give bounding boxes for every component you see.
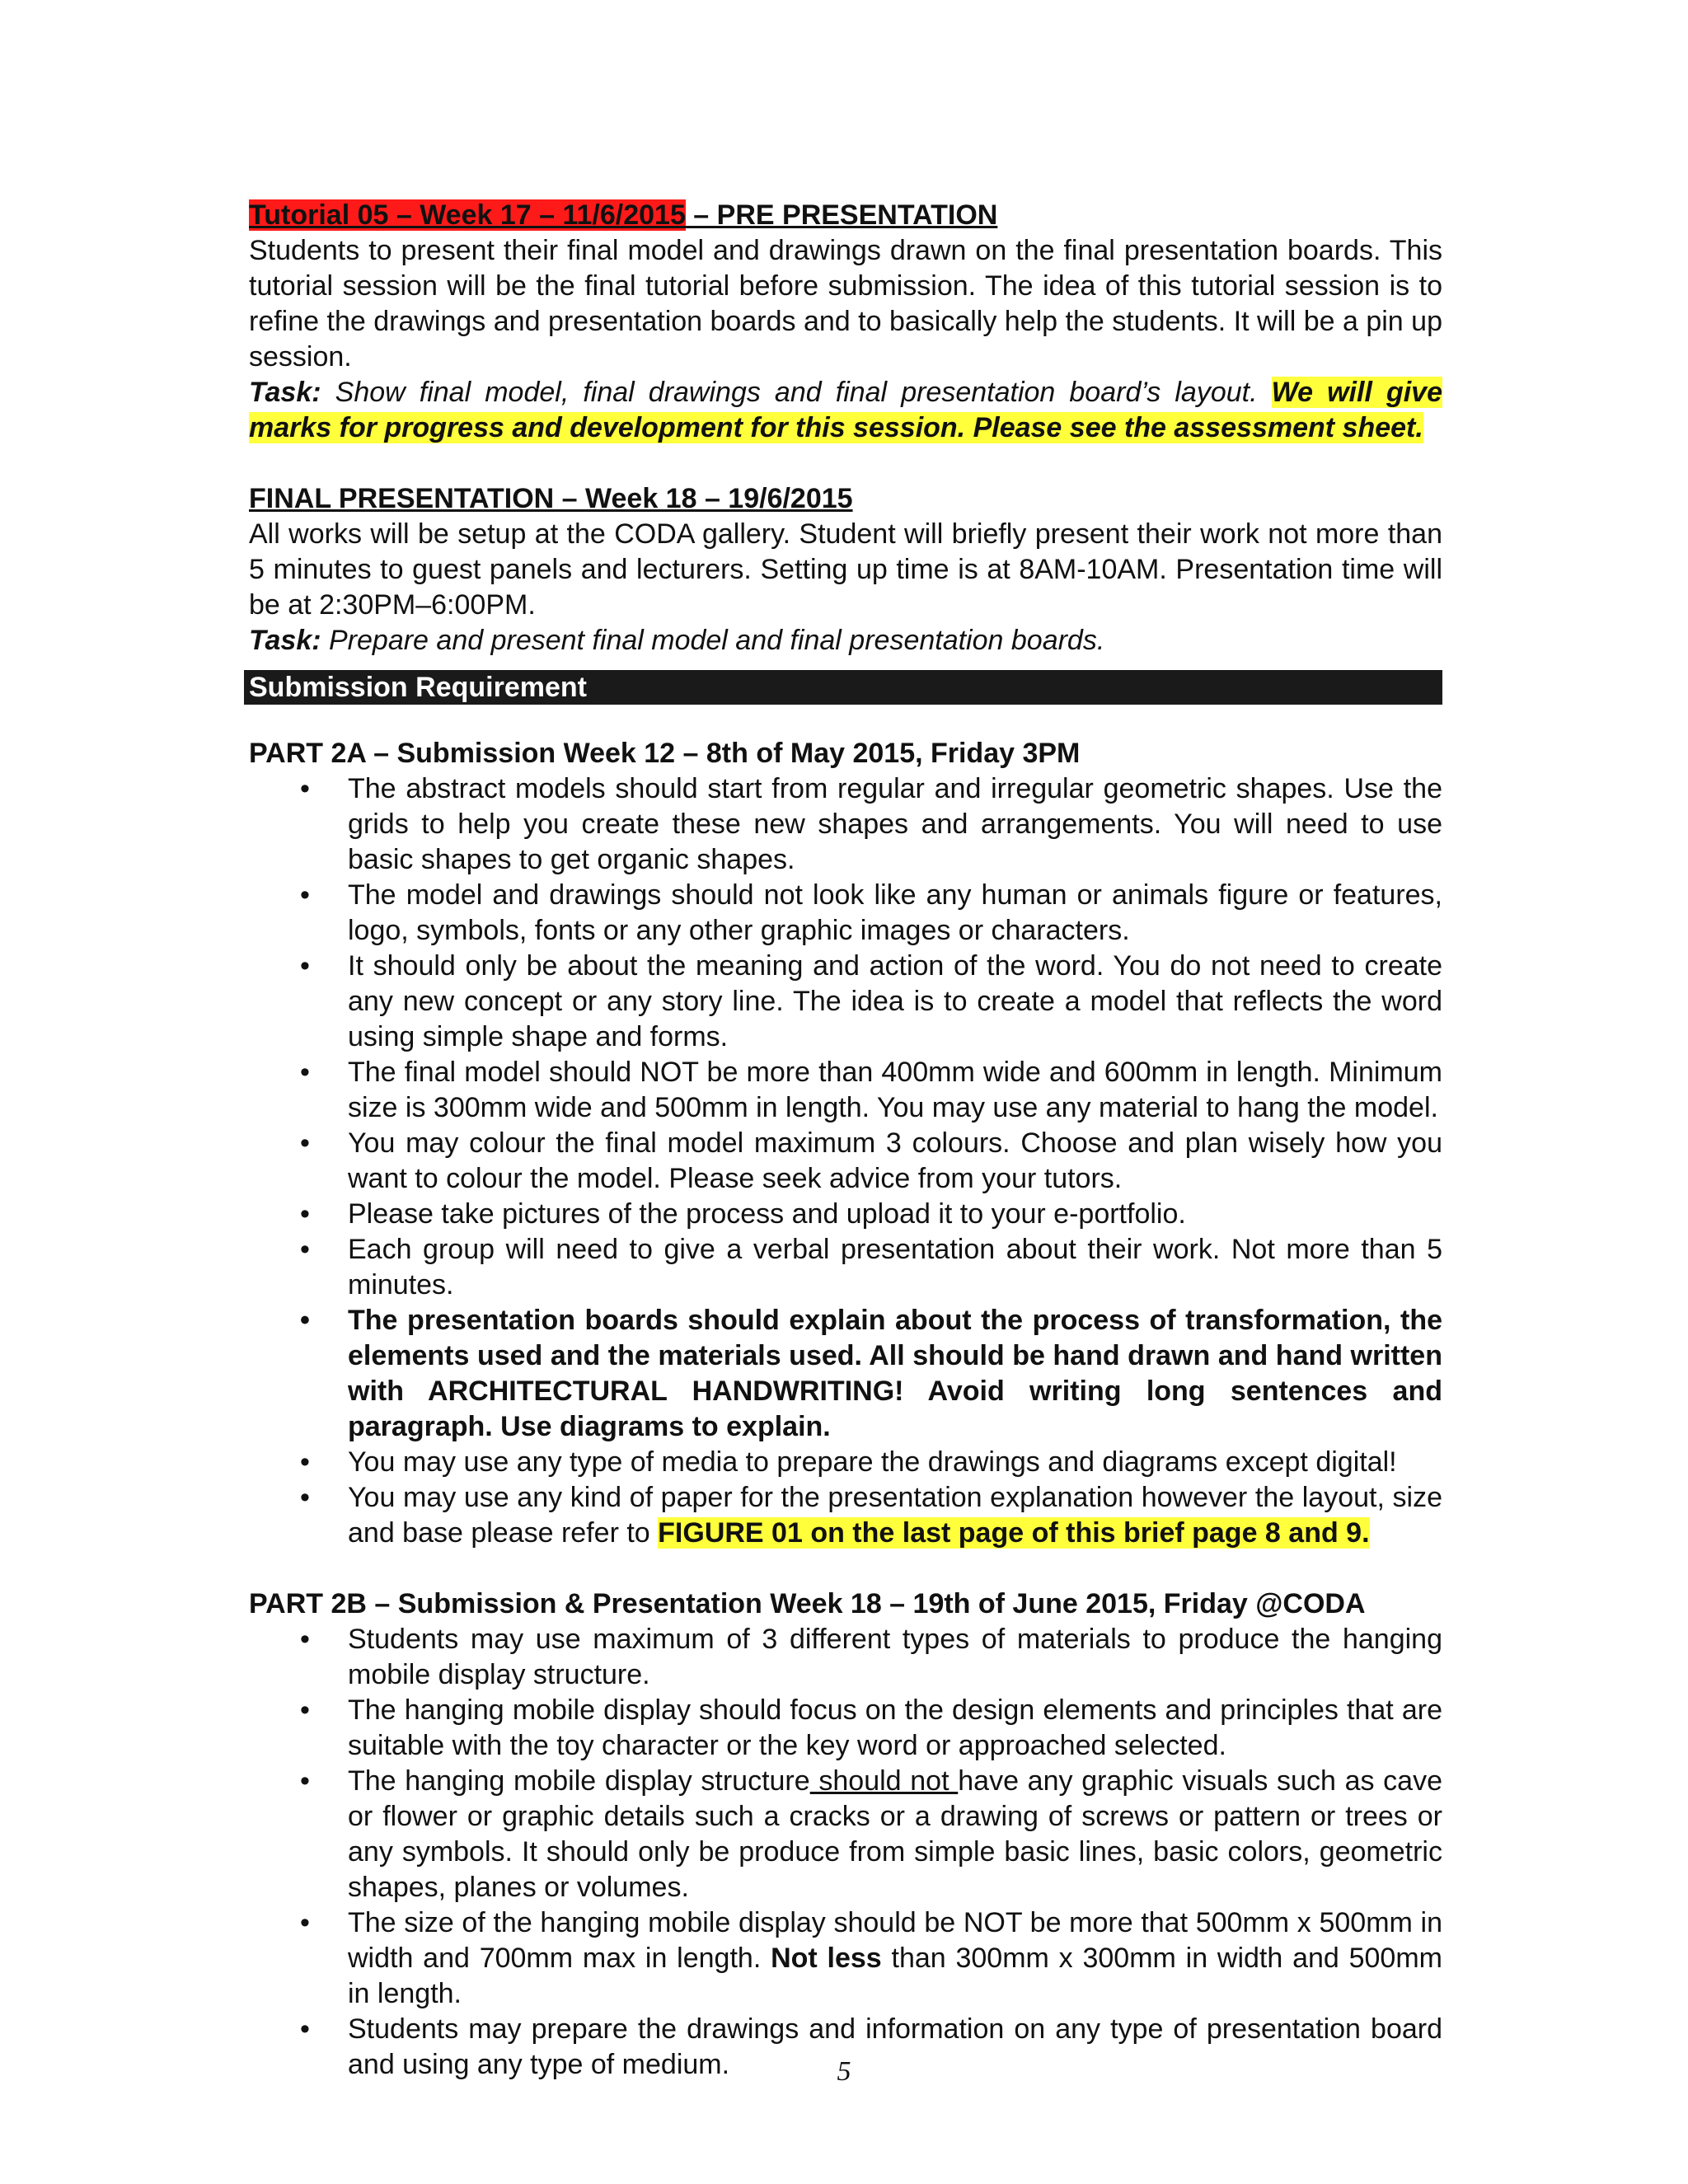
list-item: • The size of the hanging mobile display should be NOT be more that 500mm x 500mm in width and 700mm max in length. Not less than 300mm x 300mm in width and 500mm in length. <box>300 1907 1442 2009</box>
should-not-underline: should not <box>809 1765 959 1797</box>
part2a-heading: PART 2A – Submission Week 12 – 8th of May 2015, Friday 3PM <box>249 738 1081 769</box>
bullet-icon: • <box>300 1198 310 1230</box>
final-presentation-task-label: Task: <box>249 625 321 656</box>
page-number: 5 <box>837 2056 851 2087</box>
final-presentation-task-text: Prepare and present final model and final presentation boards. <box>321 625 1105 656</box>
bullet-icon: • <box>300 1446 310 1478</box>
list-item: • The abstract models should start from regular and irregular geometric shapes. Use the grids to help you create these new shapes and arrangements. You will need to use basic shapes to get organic shapes. <box>300 773 1442 875</box>
tutorial05-heading <box>249 198 1442 233</box>
tutorial05-task-highlight: We will give marks for progress and development for this session. Please see the assessment sheet. <box>249 377 1442 443</box>
list-item: • The hanging mobile display should focus on the design elements and principles that are suitable with the toy character or the key word or approached selected. <box>300 1694 1442 1761</box>
bullet-icon: • <box>300 1907 310 1938</box>
bullet-icon: • <box>300 773 310 804</box>
part2b-heading: PART 2B – Submission & Presentation Week 18 – 19th of June 2015, Friday @CODA <box>249 1588 1366 1619</box>
page-content <box>249 198 1442 2083</box>
part2a-list <box>249 771 1442 1551</box>
bullet-icon: • <box>300 1765 310 1797</box>
bullet-icon: • <box>300 2013 310 2045</box>
bullet-icon: • <box>300 1482 310 1513</box>
final-presentation-heading: FINAL PRESENTATION – Week 18 – 19/6/2015 <box>249 483 853 514</box>
submission-requirement-bar: Submission Requirement <box>244 670 1442 705</box>
list-item: • The final model should NOT be more than 400mm wide and 600mm in length. Minimum size is 300mm wide and 500mm in length. You may use any material to hang the model. <box>300 1057 1442 1123</box>
list-item: • The model and drawings should not look like any human or animals figure or features, logo, symbols, fonts or any other graphic images or characters. <box>300 879 1442 946</box>
tutorial05-title-rest: – PRE PRESENTATION <box>685 199 998 231</box>
final-presentation-task <box>249 623 1442 658</box>
list-item: • Please take pictures of the process and upload it to your e-portfolio. <box>249 1197 1442 1232</box>
tutorial05-task-text: Show final model, final drawings and final presentation board’s layout. <box>321 377 1272 408</box>
list-item: • The hanging mobile display structure should not have any graphic visuals such as cave or flower or graphic details such a cracks or a drawing of screws or pattern or trees or any symbols. It should only be produce from simple basic lines, basic colors, geometric shapes, planes or volumes. <box>300 1765 1443 1903</box>
bullet-icon: • <box>300 1127 310 1159</box>
tutorial05-task-label: Task: <box>249 377 321 408</box>
bullet-icon: • <box>300 1234 310 1265</box>
list-item: • Students may prepare the drawings and information on any type of presentation board and using any type of medium. <box>300 2013 1442 2080</box>
final-presentation-body: All works will be setup at the CODA gallery. Student will briefly present their work not more than 5 minutes to guest panels and lecturers. Setting up time is at 8AM-10AM. Presentation time will be at 2:30PM–6:00PM. <box>249 518 1442 621</box>
tutorial05-body: Students to present their final model and drawings drawn on the final presentation boards. This tutorial session will be the final tutorial before submission. The idea of this tutorial session is to refine the drawings and presentation boards and to basically help the students. It will be a pin up session. <box>249 235 1442 373</box>
tutorial05-task <box>249 375 1442 446</box>
list-item: • You may use any type of media to prepare the drawings and diagrams except digital! <box>249 1445 1442 1480</box>
list-item: • It should only be about the meaning and action of the word. You do not need to create any new concept or any story line. The idea is to create a model that reflects the word using simple shape and forms. <box>300 950 1442 1052</box>
bullet-icon: • <box>300 950 310 982</box>
list-item: • You may colour the final model maximum 3 colours. Choose and plan wisely how you want to colour the model. Please seek advice from your tutors. <box>300 1127 1442 1194</box>
bullet-icon: • <box>300 879 310 911</box>
list-item: • Each group will need to give a verbal presentation about their work. Not more than 5 minutes. <box>300 1234 1442 1301</box>
bullet-icon: • <box>300 1624 310 1655</box>
bullet-icon: • <box>300 1057 310 1088</box>
part2b-list <box>249 1622 1442 2083</box>
not-less-bold: Not less <box>771 1943 882 1974</box>
list-item: • You may use any kind of paper for the presentation explanation however the layout, size and base please refer to FIGURE 01 on the last page of this brief page 8 and 9. <box>300 1482 1442 1549</box>
bullet-icon: • <box>300 1694 310 1726</box>
list-item: • Students may use maximum of 3 different types of materials to produce the hanging mobile display structure. <box>300 1624 1442 1690</box>
bullet-icon: • <box>300 1305 310 1336</box>
list-item: • The presentation boards should explain about the process of transformation, the elements used and the materials used. All should be hand drawn and hand written with ARCHITECTURAL HANDWRITING! Avoid writing long sentences and paragraph. Use diagrams to explain. <box>300 1305 1442 1442</box>
tutorial05-title-highlight: Tutorial 05 – Week 17 – 11/6/2015 <box>249 199 686 231</box>
figure-reference-highlight: FIGURE 01 on the last page of this brief page 8 and 9. <box>658 1517 1370 1549</box>
